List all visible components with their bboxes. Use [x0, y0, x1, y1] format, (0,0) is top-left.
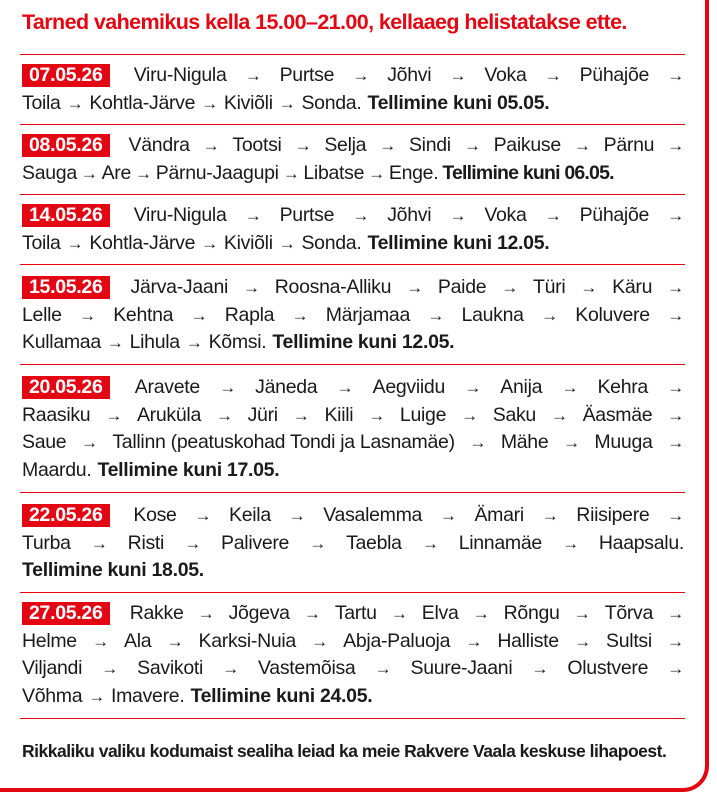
arrow-icon: → — [544, 66, 562, 85]
arrow-icon: → — [194, 506, 212, 525]
schedule-entry — [22, 274, 684, 357]
stop: Kehtna — [113, 303, 174, 326]
route-line — [22, 628, 684, 656]
stop: Jäneda — [255, 376, 318, 398]
stop: Jõgeva — [228, 602, 290, 624]
stop: Jüri — [247, 403, 278, 426]
arrow-icon: → — [667, 66, 684, 85]
arrow-icon: → — [303, 604, 321, 623]
stop: Jõhvi — [387, 64, 432, 86]
stop: Elva — [421, 602, 459, 624]
arrow-icon: → — [66, 233, 84, 253]
stop: Halliste — [497, 629, 559, 652]
date-badge: 20.05.26 — [22, 376, 110, 399]
divider — [20, 492, 685, 493]
route-line — [22, 302, 684, 330]
arrow-icon: → — [461, 405, 478, 425]
arrow-icon: → — [667, 433, 684, 452]
arrow-icon: → — [667, 405, 684, 425]
arrow-icon: → — [667, 278, 684, 297]
stop: Abja-Paluoja — [343, 629, 451, 652]
arrow-icon: → — [244, 66, 262, 85]
arrow-icon: → — [449, 206, 467, 225]
route-line — [22, 457, 684, 485]
arrow-icon: → — [667, 659, 684, 678]
stop: Paikuse — [493, 134, 561, 156]
arrow-icon: → — [80, 163, 98, 183]
date-badge: 07.05.26 — [22, 64, 110, 87]
arrow-icon: → — [243, 278, 260, 297]
stop: Purtse — [279, 204, 335, 226]
route-line — [22, 160, 684, 188]
arrow-icon: → — [550, 405, 568, 425]
arrow-icon: → — [562, 533, 579, 553]
arrow-icon: → — [336, 378, 354, 397]
stop: Maardu. — [22, 458, 92, 481]
stop: Linnamäe — [458, 531, 542, 554]
stop: Pärnu-Jaagupi — [155, 161, 279, 184]
stop: Sauga — [22, 161, 77, 184]
arrow-icon: → — [449, 66, 467, 85]
stop: Kiili — [324, 403, 354, 426]
stop: Pärnu — [603, 134, 655, 156]
arrow-icon: → — [464, 378, 482, 397]
stop: Selja — [324, 134, 367, 156]
stop: Haapsalu. — [598, 531, 684, 554]
route-line — [22, 683, 684, 711]
arrow-icon: → — [294, 136, 312, 155]
arrow-icon: → — [667, 604, 684, 623]
stop: Suure-Jaani — [410, 657, 513, 679]
divider — [20, 592, 685, 593]
arrow-icon: → — [439, 506, 457, 525]
stop: Lelle — [22, 303, 62, 326]
arrow-icon: → — [573, 136, 591, 155]
stop: Toila — [22, 91, 61, 114]
stop: Türi — [533, 276, 566, 298]
arrow-icon: → — [667, 136, 684, 155]
stop: Vändra — [128, 134, 190, 156]
arrow-icon: → — [390, 604, 408, 623]
arrow-icon: → — [406, 278, 423, 297]
stop: Keila — [229, 504, 271, 526]
arrow-icon: → — [573, 604, 591, 623]
stop: Olustvere — [567, 657, 649, 679]
stop: Taebla — [346, 531, 402, 554]
arrow-icon: → — [292, 405, 310, 425]
stop: Luige — [399, 403, 447, 426]
route-line — [22, 230, 684, 258]
stop: Kohtla-Järve — [89, 231, 196, 254]
stop: Enge. — [388, 161, 439, 184]
stop: Sindi — [408, 134, 451, 156]
stop: Paide — [437, 276, 487, 298]
stop: Kõmsi. — [208, 331, 267, 353]
arrow-icon: → — [135, 163, 152, 183]
arrow-icon: → — [352, 66, 370, 85]
stop: Rakke — [129, 602, 184, 624]
stop: Sonda. — [301, 91, 362, 114]
schedule-entry — [22, 132, 684, 187]
arrow-icon: → — [105, 405, 123, 425]
arrow-icon: → — [282, 163, 300, 183]
date-badge: 15.05.26 — [22, 276, 110, 299]
date-badge: 22.05.26 — [22, 504, 110, 527]
arrow-icon: → — [580, 278, 598, 297]
schedule-entry — [22, 374, 684, 484]
arrow-icon: → — [106, 333, 124, 352]
route-line — [22, 90, 684, 118]
arrow-icon: → — [463, 136, 481, 155]
stop: Rapla — [224, 303, 275, 326]
arrow-icon: → — [278, 93, 296, 113]
stop: Saku — [492, 403, 536, 426]
arrow-icon: → — [421, 533, 439, 553]
stop: Märjamaa — [325, 303, 411, 326]
stop: Viru-Nigula — [133, 64, 227, 86]
route-line — [22, 374, 684, 402]
stop: Anija — [500, 376, 543, 398]
stop: Are — [101, 161, 132, 184]
stop: Mähe — [500, 431, 549, 453]
stop: Voka — [484, 64, 527, 86]
stop: Vasalemma — [323, 504, 423, 526]
arrow-icon: → — [374, 659, 392, 678]
arrow-icon: → — [544, 206, 562, 225]
stop: Purtse — [279, 64, 335, 86]
arrow-icon: → — [202, 136, 220, 155]
route-line — [22, 429, 684, 457]
arrow-icon: → — [288, 506, 306, 525]
arrow-icon: → — [190, 305, 208, 325]
stop: Käru — [612, 276, 653, 298]
order-deadline: Tellimine kuni 12.05. — [367, 231, 550, 254]
arrow-icon: → — [201, 233, 218, 253]
stop: Laukna — [461, 303, 524, 326]
divider — [20, 264, 685, 265]
route-line — [22, 530, 684, 558]
arrow-icon: → — [184, 533, 201, 553]
route-line — [22, 502, 684, 530]
arrow-icon: → — [379, 136, 396, 155]
schedule-entry — [22, 202, 684, 257]
arrow-icon: → — [531, 659, 549, 678]
stop: Sultsi — [606, 629, 652, 652]
stop: Helme — [22, 629, 77, 652]
stop: Tartu — [334, 602, 377, 624]
stop: Aravete — [134, 376, 200, 398]
arrow-icon: → — [244, 206, 262, 225]
arrow-icon: → — [667, 631, 684, 651]
stop: Tootsi — [232, 134, 282, 156]
stop: Jõhvi — [387, 204, 432, 226]
stop: Savikoti — [137, 657, 204, 679]
arrow-icon: → — [427, 305, 445, 325]
arrow-icon: → — [541, 305, 558, 325]
stop: Voka — [484, 204, 527, 226]
headline: Tarned vahemikus kella 15.00–21.00, kellaaeg helistatakse ette. — [22, 10, 627, 34]
arrow-icon: → — [88, 686, 105, 706]
date-badge: 27.05.26 — [22, 602, 110, 625]
arrow-icon: → — [667, 378, 684, 397]
arrow-icon: → — [90, 533, 108, 553]
stop: Viljandi — [22, 657, 83, 679]
arrow-icon: → — [563, 433, 580, 452]
stop: Koluvere — [575, 303, 650, 326]
stop: Kullamaa — [22, 331, 101, 353]
arrow-icon: → — [561, 378, 579, 397]
arrow-icon: → — [667, 206, 684, 225]
stop: Riisipere — [576, 504, 650, 526]
stop: Palivere — [221, 531, 290, 554]
stop: Turba — [22, 531, 71, 554]
stop: Kehra — [597, 376, 648, 398]
arrow-icon: → — [81, 433, 98, 452]
stop: Kiviõli — [223, 231, 273, 254]
stop: Sonda. — [301, 231, 362, 254]
arrow-icon: → — [197, 604, 215, 623]
arrow-icon: → — [469, 433, 487, 452]
order-deadline: Tellimine kuni 17.05. — [97, 458, 280, 481]
stop: Kiviõli — [223, 91, 273, 114]
stop: Vastemõisa — [258, 657, 356, 679]
order-deadline: Tellimine kuni 24.05. — [190, 684, 373, 707]
stop: Toila — [22, 231, 61, 254]
divider — [20, 364, 685, 365]
route-line — [22, 600, 684, 628]
order-deadline: Tellimine kuni 12.05. — [272, 331, 455, 353]
stop: Saue — [22, 431, 67, 453]
arrow-icon: → — [541, 506, 559, 525]
arrow-icon: → — [201, 93, 218, 113]
date-badge: 08.05.26 — [22, 134, 110, 157]
stop: Võhma — [22, 684, 83, 707]
stop: Kohtla-Järve — [89, 91, 196, 114]
divider — [20, 718, 685, 719]
stop: Viru-Nigula — [133, 204, 227, 226]
arrow-icon: → — [66, 93, 84, 113]
date-badge: 14.05.26 — [22, 204, 110, 227]
route-line — [22, 132, 684, 160]
arrow-icon: → — [79, 305, 96, 325]
schedule-entry — [22, 600, 684, 710]
arrow-icon: → — [667, 506, 684, 525]
arrow-icon: → — [574, 631, 591, 651]
arrow-icon: → — [311, 631, 328, 651]
arrow-icon: → — [667, 305, 684, 325]
stop: Tallinn (peatuskohad Tondi ja Lasnamäe) — [112, 431, 455, 453]
route-line — [22, 62, 684, 90]
stop: Ämari — [474, 504, 524, 526]
route-line — [22, 402, 684, 430]
stop: Risti — [127, 531, 165, 554]
route-line — [22, 655, 684, 683]
stop: Roosna-Alliku — [274, 276, 392, 298]
arrow-icon: → — [185, 333, 203, 352]
arrow-icon: → — [219, 378, 236, 397]
arrow-icon: → — [352, 206, 370, 225]
arrow-icon: → — [215, 405, 233, 425]
order-deadline: Tellimine kuni 05.05. — [367, 91, 550, 114]
stop: Lihula — [129, 331, 180, 353]
stop: Muuga — [594, 431, 653, 453]
stop: Järva-Jaani — [130, 276, 229, 298]
route-line — [22, 557, 684, 585]
stop: Äasmäe — [582, 403, 653, 426]
arrow-icon: → — [465, 631, 483, 651]
arrow-icon: → — [368, 163, 385, 183]
arrow-icon: → — [368, 405, 385, 425]
stop: Aruküla — [136, 403, 201, 426]
stop: Aegviidu — [372, 376, 446, 398]
divider — [20, 194, 685, 195]
arrow-icon: → — [92, 631, 109, 651]
order-deadline: Tellimine kuni 18.05. — [22, 559, 204, 581]
stop: Kose — [133, 504, 177, 526]
arrow-icon: → — [166, 631, 184, 651]
divider — [20, 54, 685, 55]
schedule-entry — [22, 502, 684, 585]
stop: Libatse — [303, 161, 365, 184]
stop: Karksi-Nuia — [198, 629, 296, 652]
arrow-icon: → — [222, 659, 239, 678]
arrow-icon: → — [101, 659, 118, 678]
arrow-icon: → — [278, 233, 296, 253]
arrow-icon: → — [501, 278, 518, 297]
arrow-icon: → — [309, 533, 326, 553]
divider — [20, 124, 685, 125]
route-line — [22, 329, 684, 357]
stop: Imavere. — [111, 684, 185, 707]
footer-note: Rikkaliku valiku kodumaist sealiha leiad ka meie Rakvere Vaala keskuse lihapoest. — [22, 741, 667, 761]
stop: Rõngu — [503, 602, 560, 624]
stop: Pühajõe — [579, 204, 650, 226]
stop: Tõrva — [604, 602, 654, 624]
stop: Ala — [124, 629, 152, 652]
stop: Pühajõe — [579, 64, 650, 86]
route-line — [22, 202, 684, 230]
route-line — [22, 274, 684, 302]
schedule-entry — [22, 62, 684, 117]
arrow-icon: → — [472, 604, 490, 623]
stop: Raasiku — [22, 403, 91, 426]
order-deadline: Tellimine kuni 06.05. — [442, 161, 614, 184]
arrow-icon: → — [291, 305, 309, 325]
